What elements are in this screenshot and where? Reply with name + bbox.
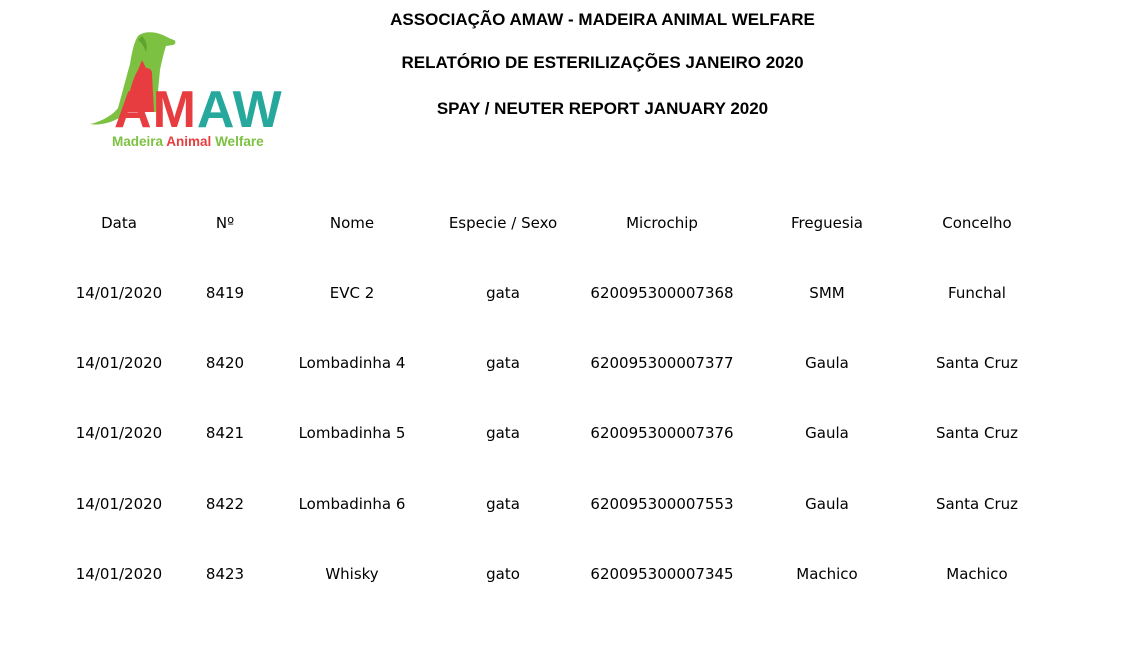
cell-number: 8419 — [205, 284, 245, 302]
cell-number: 8422 — [205, 495, 245, 513]
cell-date: 14/01/2020 — [75, 284, 163, 302]
cell-parish: Gaula — [805, 424, 849, 442]
cell-date: 14/01/2020 — [75, 424, 163, 442]
logo-subtitle-word-3: Welfare — [215, 134, 264, 149]
logo-subtitle-word-1: Madeira — [112, 134, 164, 149]
logo-letter-m: M — [152, 81, 197, 139]
report-title-en: SPAY / NEUTER REPORT JANUARY 2020 — [436, 99, 769, 118]
amaw-logo — [86, 30, 282, 154]
cell-parish: Machico — [796, 565, 858, 583]
cell-microchip: 620095300007345 — [590, 565, 734, 583]
cell-parish: Gaula — [805, 354, 849, 372]
cell-species-sex: gata — [486, 424, 520, 442]
logo-letter-w: W — [232, 81, 283, 139]
cell-microchip: 620095300007553 — [590, 495, 734, 513]
column-header-municipality: Concelho — [942, 214, 1012, 232]
cell-municipality: Santa Cruz — [935, 495, 1019, 513]
cell-municipality: Santa Cruz — [935, 354, 1019, 372]
cell-species-sex: gato — [486, 565, 520, 583]
column-header-species-sex: Especie / Sexo — [448, 214, 558, 232]
logo-letter-a-2: A — [196, 81, 233, 139]
cell-species-sex: gata — [486, 354, 520, 372]
cell-date: 14/01/2020 — [75, 565, 163, 583]
logo-letter-a: A — [114, 81, 153, 139]
cell-number: 8420 — [205, 354, 245, 372]
column-header-parish: Freguesia — [790, 214, 864, 232]
cell-parish: Gaula — [805, 495, 849, 513]
cell-species-sex: gata — [486, 284, 520, 302]
column-header-date: Data — [101, 214, 137, 232]
cell-microchip: 620095300007377 — [590, 354, 734, 372]
association-title: ASSOCIAÇÃO AMAW - MADEIRA ANIMAL WELFARE — [390, 10, 815, 29]
cell-name: Lombadinha 5 — [298, 424, 406, 442]
cell-name: Whisky — [325, 565, 379, 583]
logo-subtitle — [112, 134, 264, 149]
cell-microchip: 620095300007376 — [590, 424, 734, 442]
cell-municipality: Funchal — [948, 284, 1006, 302]
logo-wordmark — [114, 82, 283, 138]
cell-date: 14/01/2020 — [75, 354, 163, 372]
cell-microchip: 620095300007368 — [590, 284, 734, 302]
report-title-pt: RELATÓRIO DE ESTERILIZAÇÕES JANEIRO 2020 — [401, 53, 804, 72]
cell-species-sex: gata — [486, 495, 520, 513]
cell-name: Lombadinha 6 — [298, 495, 406, 513]
cell-number: 8421 — [205, 424, 245, 442]
cell-parish: SMM — [809, 284, 845, 302]
cell-municipality: Santa Cruz — [935, 424, 1019, 442]
column-header-name: Nome — [329, 214, 375, 232]
cell-municipality: Machico — [946, 565, 1008, 583]
column-header-number: Nº — [215, 214, 235, 232]
logo-subtitle-word-2: Animal — [166, 134, 212, 149]
cell-name: Lombadinha 4 — [298, 354, 406, 372]
cell-date: 14/01/2020 — [75, 495, 163, 513]
column-header-microchip: Microchip — [626, 214, 698, 232]
cell-number: 8423 — [205, 565, 245, 583]
cell-name: EVC 2 — [329, 284, 375, 302]
